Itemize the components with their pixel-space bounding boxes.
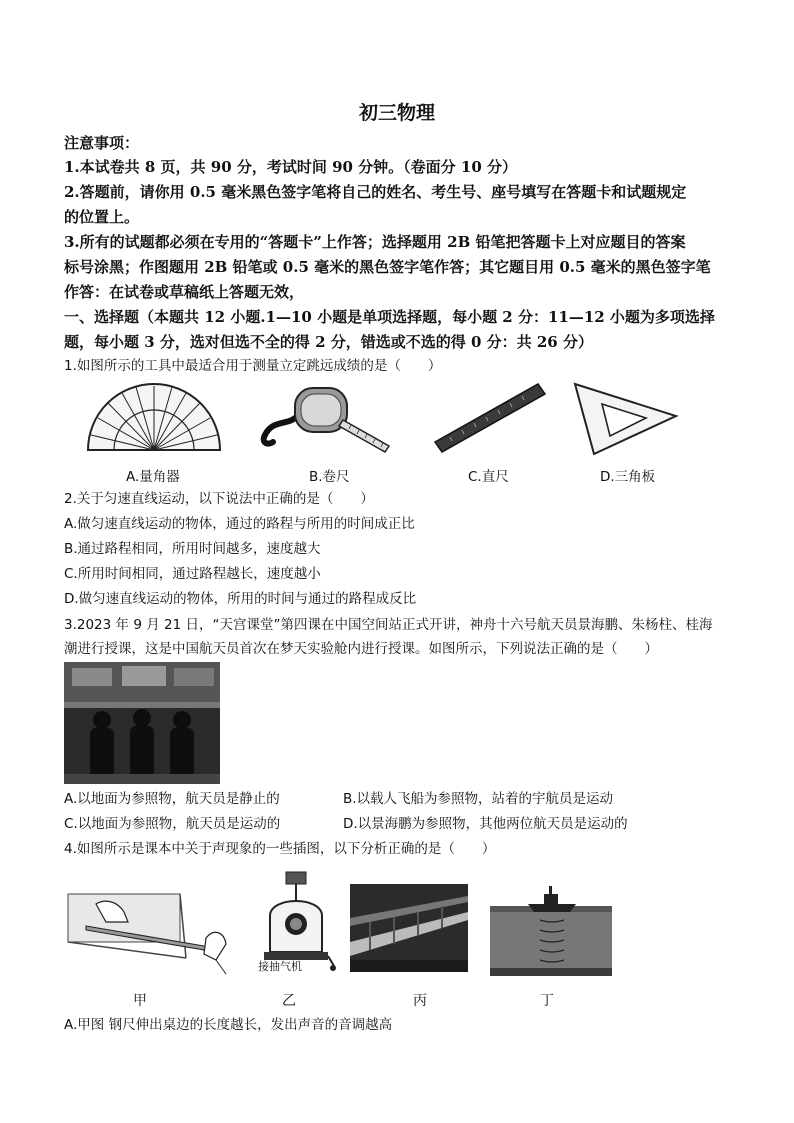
- q3-option-d: D.以景海鹏为参照物，其他两位航天员是运动的: [343, 816, 628, 832]
- notice-line-2b: 的位置上。: [64, 208, 140, 226]
- q3-stem-line-2: 潮进行授课，这是中国航天员首次在梦天实验舱内进行授课。如图所示，下列说法正确的是（ ）: [64, 641, 658, 657]
- q3-option-c: C.以地面为参照物，航天员是运动的: [64, 816, 281, 832]
- q2-stem: 2.关于匀速直线运动，以下说法中正确的是（ ）: [64, 491, 374, 507]
- caption-yi: 乙: [282, 993, 296, 1009]
- q1-option-d: D.三角板: [600, 469, 656, 485]
- q2-option-b: B.通过路程相同，所用时间越多，速度越大: [64, 541, 321, 557]
- notice-line-2a: 2.答题前，请你用 0.5 毫米黑色签字笔将自己的姓名、考生号、座号填写在答题卡和试题规定: [64, 183, 687, 201]
- astronauts-photo: [64, 662, 220, 784]
- q1-stem: 1.如图所示的工具中最适合用于测量立定跳远成绩的是（ ）: [64, 358, 442, 374]
- protractor-image: [84, 380, 224, 455]
- set-square-image: [572, 380, 680, 458]
- caption-jia: 甲: [133, 993, 147, 1009]
- q1-option-a: A.量角器: [126, 469, 180, 485]
- sonar-ship-image: [490, 884, 612, 976]
- section1-line-2: 题，每小题 3 分，选对但选不全的得 2 分，错选或不选的得 0 分：共 26 分）: [64, 333, 593, 351]
- notice-heading: 注意事项：: [64, 134, 140, 152]
- notice-line-1: 1.本试卷共 8 页，共 90 分，考试时间 90 分钟。（卷面分 10 分）: [64, 158, 517, 176]
- caption-bing: 丙: [413, 993, 427, 1009]
- q2-option-a: A.做匀速直线运动的物体，通过的路程与所用的时间成正比: [64, 516, 415, 532]
- notice-line-3a: 3.所有的试题都必须在专用的“答题卡”上作答；选择题用 2B 铅笔把答题卡上对应题目的答案: [64, 233, 686, 251]
- caption-ding: 丁: [540, 993, 554, 1009]
- q1-option-c: C.直尺: [468, 469, 509, 485]
- q2-option-c: C.所用时间相同，通过路程越长，速度越小: [64, 566, 321, 582]
- notice-line-3c: 作答：在试卷或草稿纸上答题无效，: [64, 283, 305, 301]
- q1-option-b: B.卷尺: [309, 469, 350, 485]
- q3-option-a: A.以地面为参照物，航天员是静止的: [64, 791, 280, 807]
- ruler-on-table-image: [66, 888, 236, 978]
- notice-line-3b: 标号涂黑；作图题用 2B 铅笔或 0.5 毫米的黑色签字笔作答；其它题目用 0.5 毫米的黑色签字笔: [64, 258, 711, 276]
- q2-option-d: D.做匀速直线运动的物体，所用的时间与通过的路程成反比: [64, 591, 417, 607]
- q3-option-b: B.以载人飞船为参照物，站着的宇航员是运动: [343, 791, 614, 807]
- corridor-photo: [350, 884, 468, 972]
- pump-label: 接抽气机: [258, 960, 302, 973]
- ruler-image: [430, 380, 550, 455]
- q3-stem-line-1: 3.2023 年 9 月 21 日，“天宫课堂”第四课在中国空间站正式开讲，神舟十六号航天员景海鹏、朱杨柱、桂海: [64, 617, 713, 633]
- q4-option-a: A.甲图 钢尺伸出桌边的长度越长，发出声音的音调越高: [64, 1017, 393, 1033]
- q4-stem: 4.如图所示是课本中关于声现象的一些插图，以下分析正确的是（ ）: [64, 841, 496, 857]
- page-title: 初三物理: [358, 102, 435, 124]
- tape-measure-image: [257, 380, 397, 460]
- section1-line-1: 一、选择题（本题共 12 小题.1—10 小题是单项选择题，每小题 2 分：11—12 小题为多项选择: [64, 308, 715, 326]
